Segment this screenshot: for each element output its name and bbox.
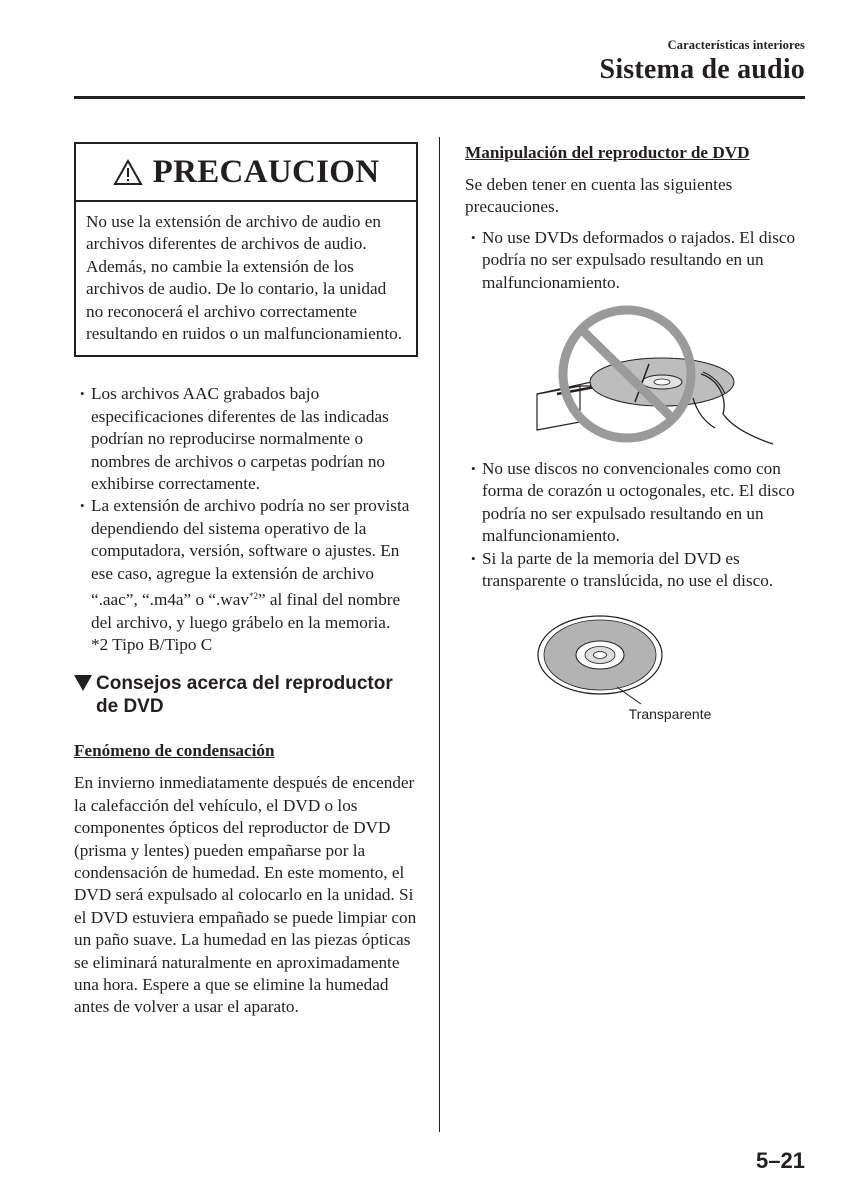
transparent-label: Transparente xyxy=(628,706,712,723)
list-item: • La extensión de archivo podría no ser provista dependiendo del sistema operativo de la computadora, versión, software o ajustes. En ese caso, agregue la extensión de archivo “.aac”, “.m4a” o “.wav$^{*2}$” al final del nombre del archivo, y luego grábelo en la memoria. xyxy=(80,496,410,632)
list-item: • No use discos no convencionales como con forma de corazón u octogonales, etc. El disco podría no ser expulsado resultando en un malfuncionamiento. xyxy=(471,459,795,546)
condensation-text: En invierno inmediatamente después de encender la calefacción del vehículo, el DVD o los componentes ópticos del reproductor de DVD (prisma y lentes) pueden empañarse por la condensación de humedad. En este momento, el DVD será expulsado al colocarlo en la unidad. Si el DVD estuviera empañado se puede limpiar con un paño suave. La humedad en las piezas ópticas se eliminará naturalmente en aproximadamente una hora. Espere a que se elimine la humedad antes de volver a usar el aparato. xyxy=(74,773,417,1017)
caution-text: No use la extensión de archivo de audio en archivos diferentes de archivos de audio. Además, no cambie la extensión de los archivos de audio. De lo contario, la unidad no reconocerá el archivo correctamente resultando en ruidos o un malfuncionamiento. xyxy=(86,212,402,344)
transparent-disc-illustration xyxy=(465,608,805,708)
handling-subheading: Manipulación del reproductor de DVD xyxy=(465,143,750,162)
no-damaged-disc-illustration xyxy=(465,302,805,452)
footnote-ref: *2 xyxy=(248,591,258,602)
page-number: 5–21 xyxy=(756,1148,805,1173)
caution-title: PRECAUCION xyxy=(152,153,380,190)
down-triangle-icon xyxy=(74,675,92,691)
warning-triangle-icon xyxy=(113,159,143,186)
list-item: • Si la parte de la memoria del DVD es transparente o translúcida, no use el disco. xyxy=(471,548,774,591)
footnote: *2 Tipo B/Tipo C xyxy=(91,634,213,654)
list-item: • Los archivos AAC grabados bajo especificaciones diferentes de las indicadas podrían no reproducirse normalmente o nombres de archivos o carpetas podrían no exhibirse correctamente. xyxy=(80,384,389,494)
caution-box xyxy=(74,142,418,357)
header-rule xyxy=(74,96,805,99)
column-divider xyxy=(439,137,440,1132)
left-column xyxy=(74,142,418,1019)
list-item: • No use DVDs deformados o rajados. El disco podría no ser expulsado resultando en un malfuncionamiento. xyxy=(471,227,796,292)
condensation-subheading: Fenómeno de condensación xyxy=(74,741,275,761)
handling-intro: Se deben tener en cuenta las siguientes precauciones. xyxy=(465,175,733,217)
caution-header xyxy=(76,144,416,202)
right-column xyxy=(465,142,805,722)
section-heading: Consejos acerca del reproductor de DVD xyxy=(74,672,418,718)
handling-bullet-list-1 xyxy=(465,227,805,294)
page-title: Sistema de audio xyxy=(599,54,805,85)
handling-bullet-list-2 xyxy=(465,458,805,592)
aac-bullet-list xyxy=(74,383,418,633)
header-section-label: Características interiores xyxy=(667,38,805,52)
